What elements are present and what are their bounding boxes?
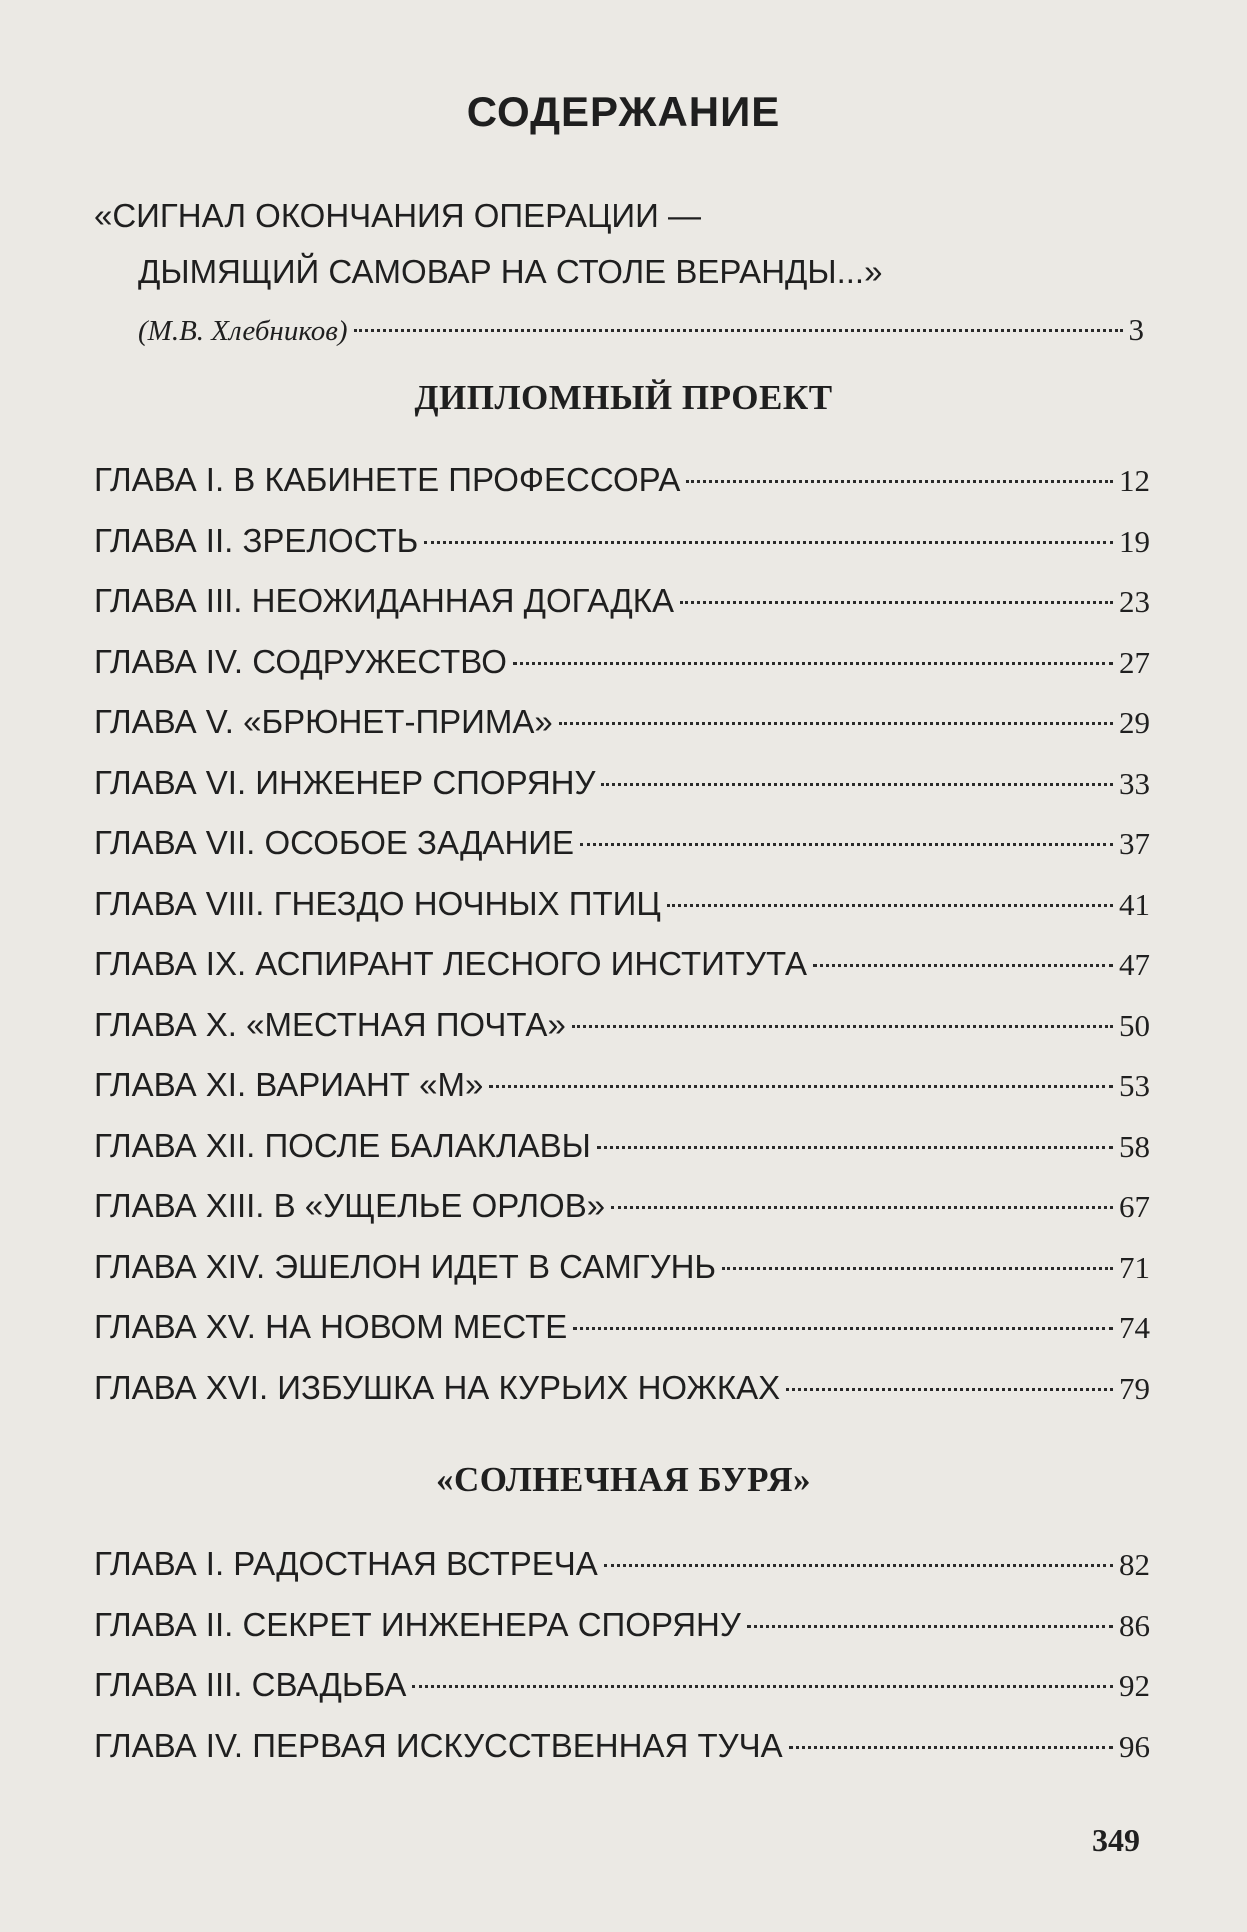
page-number: 349 — [1092, 1822, 1140, 1858]
toc-entry-page: 19 — [1119, 523, 1150, 559]
toc-list-solar-storm — [94, 1534, 1150, 1776]
toc-entry-page: 50 — [1119, 1007, 1150, 1043]
toc-entry — [94, 1297, 1150, 1358]
toc-entry — [94, 874, 1150, 935]
toc-entry-label: ГЛАВА IV. СОДРУЖЕСТВО — [94, 642, 507, 680]
toc-entry-label: ГЛАВА IV. ПЕРВАЯ ИСКУССТВЕННАЯ ТУЧА — [94, 1726, 783, 1764]
toc-entry-label: ГЛАВА II. ЗРЕЛОСТЬ — [94, 521, 419, 559]
toc-entry-label: ГЛАВА IX. АСПИРАНТ ЛЕСНОГО ИНСТИТУТА — [94, 945, 808, 982]
toc-entry-page: 67 — [1119, 1189, 1150, 1224]
toc-entry — [94, 1237, 1150, 1298]
dot-leader — [489, 1085, 1113, 1088]
toc-entry-page: 53 — [1119, 1068, 1150, 1103]
dot-leader — [559, 722, 1113, 725]
dot-leader — [722, 1267, 1113, 1270]
toc-entry-label: ГЛАВА VII. ОСОБОЕ ЗАДАНИЕ — [94, 824, 574, 861]
toc-entry — [94, 511, 1150, 572]
dot-leader — [572, 1025, 1113, 1028]
dot-leader — [412, 1685, 1113, 1688]
toc-entry — [94, 692, 1150, 753]
intro-title-line-2: ДЫМЯЩИЙ САМОВАР НА СТОЛЕ ВЕРАНДЫ...» — [138, 253, 883, 290]
toc-entry — [94, 1716, 1150, 1777]
toc-entry-page: 33 — [1119, 765, 1150, 801]
dot-leader — [573, 1327, 1113, 1330]
toc-entry-page: 96 — [1119, 1728, 1150, 1764]
toc-entry-label: ГЛАВА II. СЕКРЕТ ИНЖЕНЕРА СПОРЯНУ — [94, 1605, 741, 1643]
dot-leader — [813, 964, 1113, 967]
dot-leader — [354, 329, 1123, 332]
toc-entry — [94, 1655, 1150, 1716]
dot-leader — [597, 1146, 1113, 1149]
toc-entry-label: ГЛАВА III. СВАДЬБА — [94, 1666, 407, 1703]
section-title-solar-storm: «СОЛНЕЧНАЯ БУРЯ» — [435, 1460, 812, 1499]
toc-list-diploma — [94, 450, 1150, 1418]
toc-entry — [94, 934, 1150, 995]
toc-entry-label: ГЛАВА XIII. В «УЩЕЛЬЕ ОРЛОВ» — [94, 1187, 606, 1224]
toc-entry-page: 82 — [1119, 1547, 1150, 1582]
toc-entry — [94, 1176, 1150, 1237]
toc-entry — [94, 1595, 1150, 1656]
toc-entry — [94, 995, 1150, 1056]
section-title-diploma: ДИПЛОМНЫЙ ПРОЕКТ — [414, 378, 833, 417]
toc-entry — [94, 1358, 1150, 1419]
toc-entry-label: ГЛАВА III. НЕОЖИДАННАЯ ДОГАДКА — [94, 582, 674, 619]
toc-entry-page: 71 — [1119, 1249, 1150, 1285]
intro-title-line-1: «СИГНАЛ ОКОНЧАНИЯ ОПЕРАЦИИ — — [94, 197, 701, 234]
toc-entry — [94, 753, 1150, 814]
toc-entry-page: 86 — [1119, 1607, 1150, 1643]
toc-entry — [94, 632, 1150, 693]
dot-leader — [601, 783, 1113, 786]
toc-entry-page: 12 — [1119, 463, 1150, 498]
toc-entry-label: ГЛАВА XVI. ИЗБУШКА НА КУРЬИХ НОЖКАХ — [94, 1368, 781, 1406]
toc-entry — [94, 813, 1150, 874]
toc-entry-label: ГЛАВА I. В КАБИНЕТЕ ПРОФЕССОРА — [94, 461, 681, 498]
toc-entry — [94, 450, 1150, 511]
dot-leader — [604, 1564, 1113, 1567]
dot-leader — [611, 1206, 1113, 1209]
toc-entry — [94, 1116, 1150, 1177]
toc-entry — [94, 1534, 1150, 1595]
toc-entry-label: ГЛАВА VIII. ГНЕЗДО НОЧНЫХ ПТИЦ — [94, 884, 661, 922]
dot-leader — [513, 662, 1113, 665]
intro-author-row — [94, 300, 1144, 360]
intro-page-number: 3 — [1128, 312, 1144, 347]
dot-leader — [424, 541, 1113, 544]
toc-entry-page: 29 — [1119, 705, 1150, 740]
dot-leader — [580, 843, 1113, 846]
toc-entry-page: 79 — [1119, 1370, 1150, 1406]
dot-leader — [789, 1746, 1113, 1749]
toc-entry — [94, 1055, 1150, 1116]
toc-entry-label: ГЛАВА XI. ВАРИАНТ «М» — [94, 1066, 484, 1103]
toc-entry-page: 41 — [1119, 886, 1150, 922]
toc-entry-page: 92 — [1119, 1668, 1150, 1703]
toc-entry-label: ГЛАВА XII. ПОСЛЕ БАЛАКЛАВЫ — [94, 1126, 591, 1164]
dot-leader — [686, 480, 1113, 483]
toc-entry-label: ГЛАВА VI. ИНЖЕНЕР СПОРЯНУ — [94, 763, 596, 801]
intro-author: (М.В. Хлебников) — [138, 315, 348, 347]
toc-entry-page: 58 — [1119, 1128, 1150, 1164]
toc-entry-page: 23 — [1119, 584, 1150, 619]
dot-leader — [747, 1625, 1113, 1628]
toc-entry-page: 47 — [1119, 947, 1150, 982]
toc-entry-label: ГЛАВА V. «БРЮНЕТ-ПРИМА» — [94, 703, 553, 740]
dot-leader — [667, 904, 1113, 907]
toc-entry-label: ГЛАВА XV. НА НОВОМ МЕСТЕ — [94, 1308, 568, 1345]
toc-entry — [94, 571, 1150, 632]
intro-entry — [94, 188, 1144, 360]
toc-entry-label: ГЛАВА XIV. ЭШЕЛОН ИДЕТ В САМГУНЬ — [94, 1247, 717, 1285]
toc-entry-label: ГЛАВА I. РАДОСТНАЯ ВСТРЕЧА — [94, 1545, 598, 1582]
dot-leader — [786, 1388, 1113, 1391]
page-title: СОДЕРЖАНИЕ — [466, 88, 781, 135]
toc-entry-page: 27 — [1119, 644, 1150, 680]
dot-leader — [680, 601, 1113, 604]
toc-entry-label: ГЛАВА X. «МЕСТНАЯ ПОЧТА» — [94, 1005, 566, 1043]
toc-entry-page: 37 — [1119, 826, 1150, 861]
toc-entry-page: 74 — [1119, 1310, 1150, 1345]
